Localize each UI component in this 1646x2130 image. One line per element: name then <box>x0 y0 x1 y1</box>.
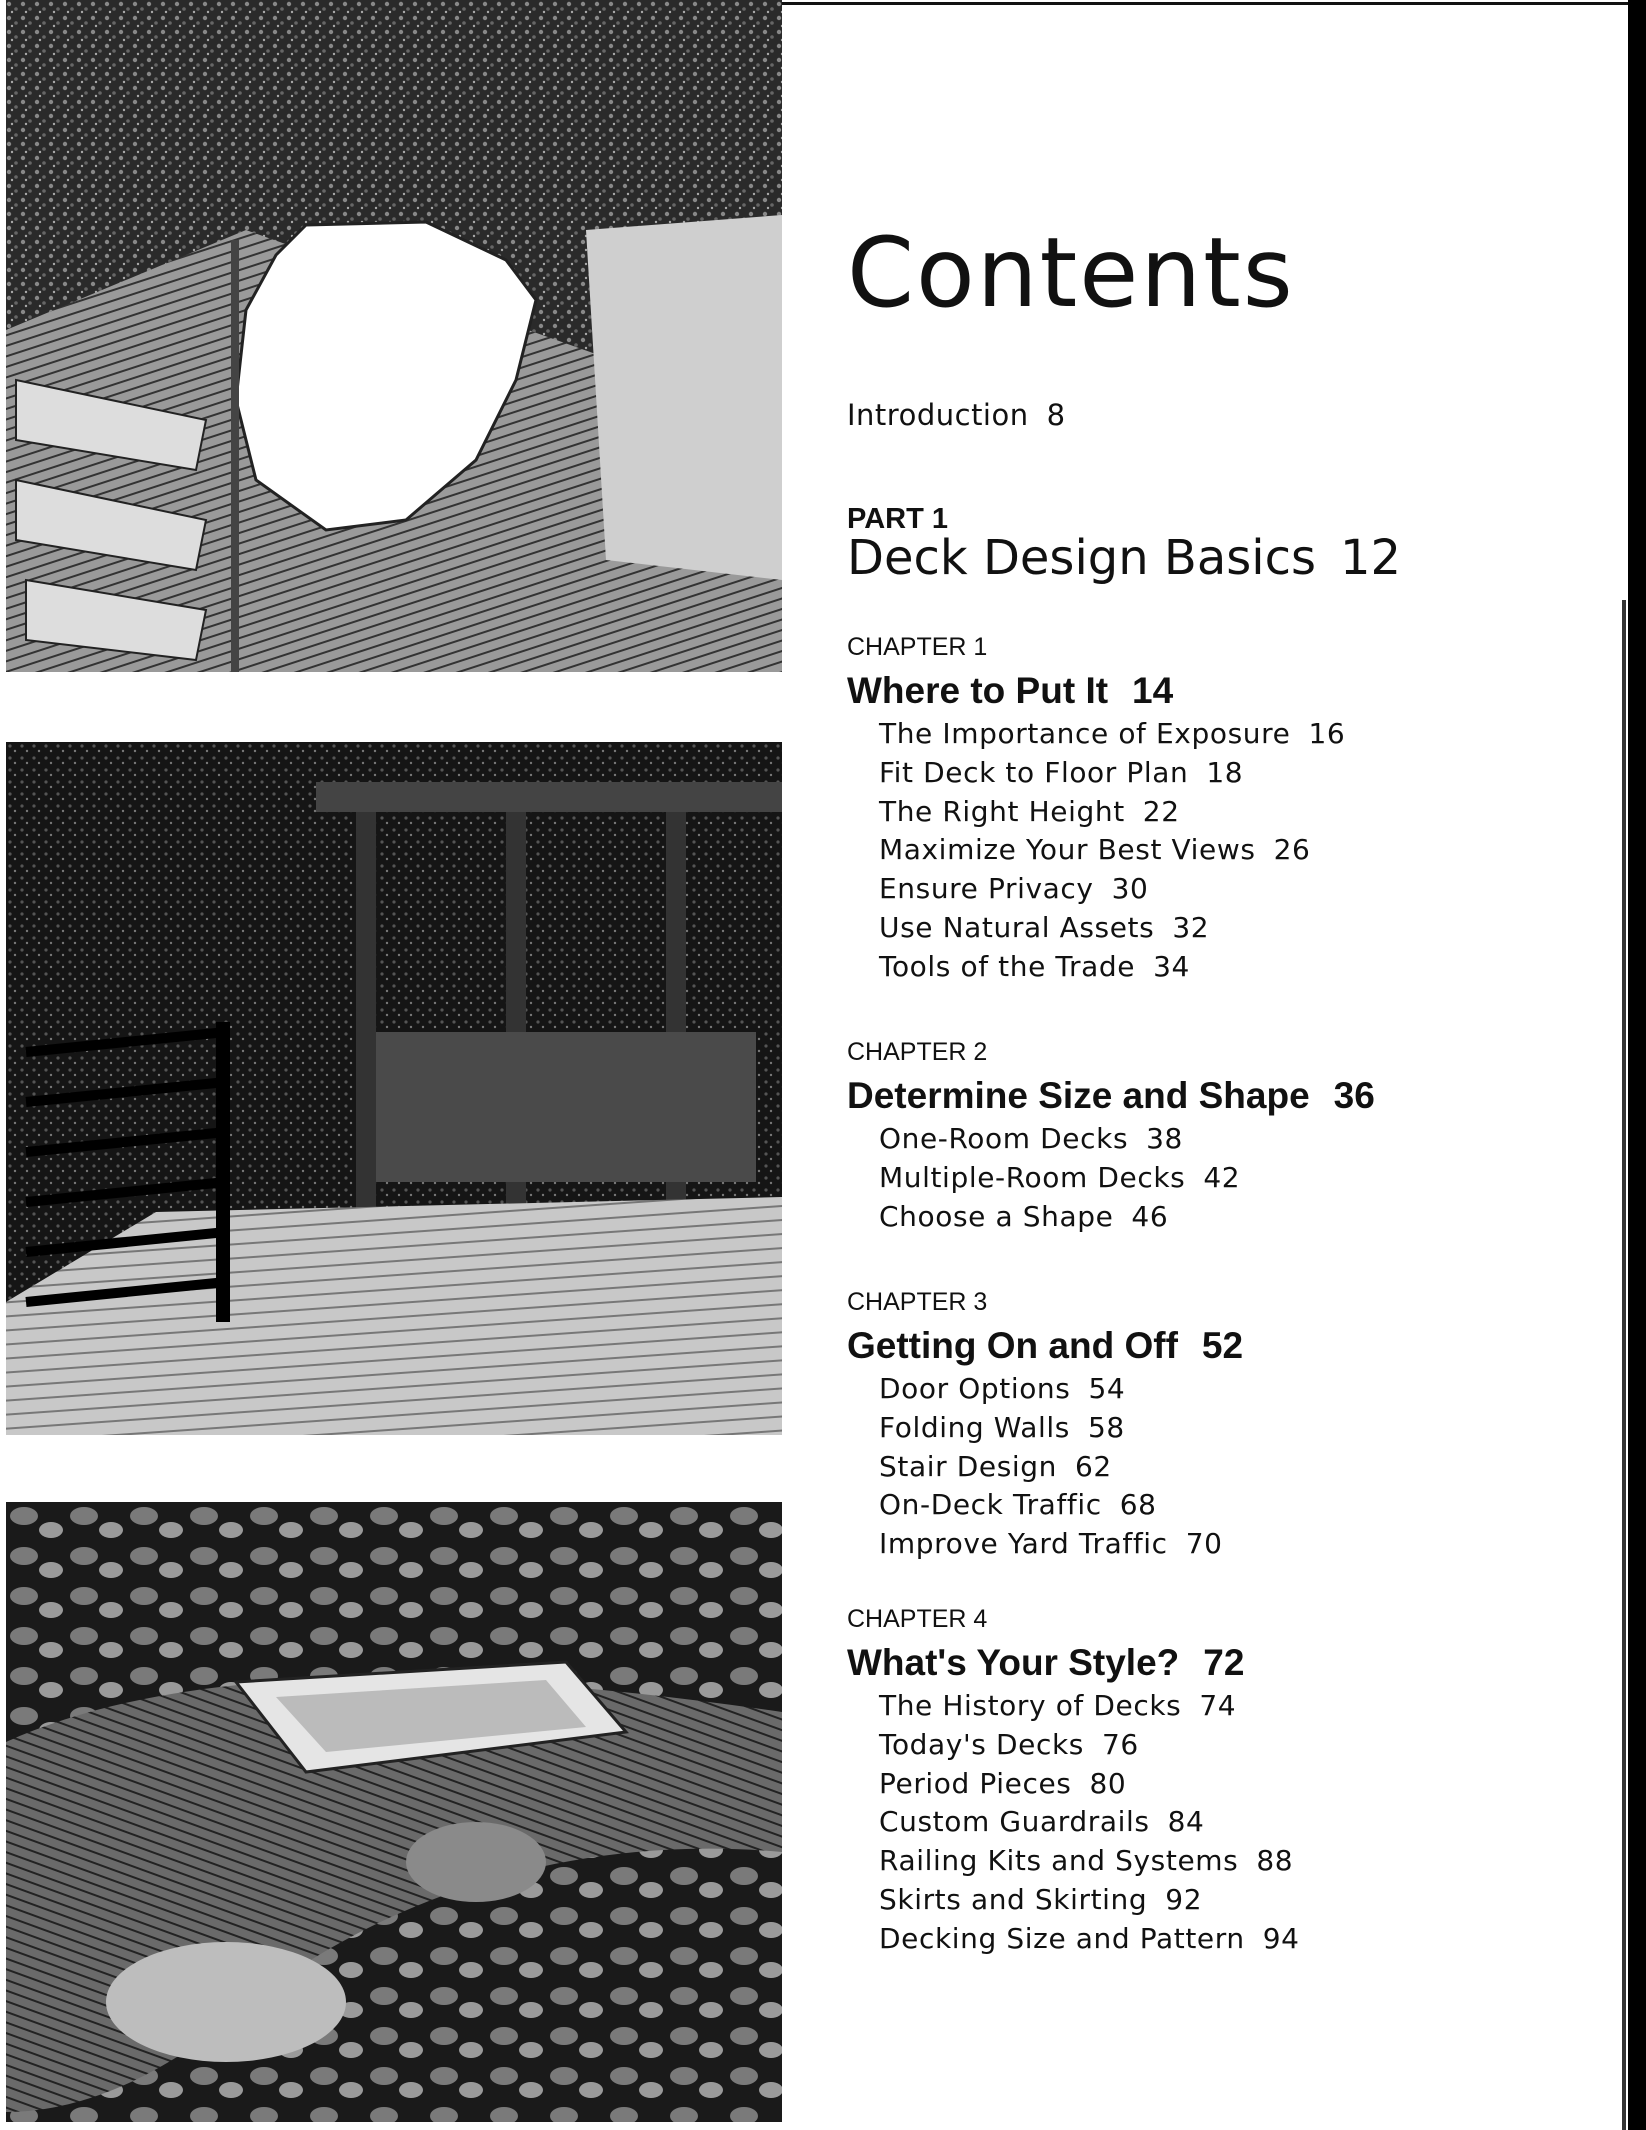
entry-page: 54 <box>1088 1372 1126 1405</box>
chapter-title-text: Where to Put It <box>847 670 1109 711</box>
chapter-title <box>847 1077 1567 1114</box>
entry-page: 8 <box>1046 398 1066 432</box>
toc-entry <box>879 1803 1567 1842</box>
entry-title: The History of Decks <box>879 1689 1182 1722</box>
chapter-title <box>847 1644 1567 1681</box>
toc-entry <box>879 1159 1567 1198</box>
entry-title: Custom Guardrails <box>879 1805 1150 1839</box>
part-title-text: Deck Design Basics <box>847 530 1317 586</box>
entry-page: 26 <box>1273 833 1311 867</box>
deck-pergola-illustration <box>6 742 782 1435</box>
entry-page: 32 <box>1172 910 1210 944</box>
toc-entry <box>879 715 1567 754</box>
entry-title: Folding Walls <box>879 1410 1070 1444</box>
entry-page: 74 <box>1199 1689 1237 1722</box>
entry-page: 18 <box>1206 755 1244 789</box>
toc-entry <box>879 1765 1567 1804</box>
chapter-entries <box>879 1370 1567 1564</box>
chapter-3 <box>847 1290 1567 1564</box>
entry-title: Today's Decks <box>879 1727 1084 1761</box>
entry-page: 46 <box>1131 1199 1169 1233</box>
toc-entry <box>879 870 1567 909</box>
chapter-title-text: What's Your Style? <box>847 1642 1180 1683</box>
entry-title: Skirts and Skirting <box>879 1882 1148 1916</box>
chapter-title-text: Determine Size and Shape <box>847 1075 1310 1116</box>
chapter-label: CHAPTER 4 <box>847 1605 988 1633</box>
chapter-page: 36 <box>1333 1075 1375 1116</box>
photo-deck-pergola <box>6 742 782 1435</box>
entry-page: 92 <box>1165 1882 1203 1916</box>
chapter-1 <box>847 635 1567 987</box>
entry-title: Improve Yard Traffic <box>879 1527 1168 1561</box>
deck-umbrella-illustration <box>6 0 782 672</box>
chapter-page: 52 <box>1201 1325 1244 1366</box>
toc-entry <box>879 1120 1567 1159</box>
toc-entry <box>879 1198 1567 1237</box>
chapter-title-text: Getting On and Off <box>847 1325 1178 1366</box>
entry-title: Use Natural Assets <box>879 910 1155 944</box>
entry-title: Door Options <box>879 1372 1071 1405</box>
chapter-label: CHAPTER 2 <box>847 1038 988 1066</box>
entry-page: 30 <box>1111 872 1149 906</box>
entry-title: On-Deck Traffic <box>879 1488 1102 1522</box>
entry-page: 88 <box>1256 1844 1294 1878</box>
toc-entry <box>879 754 1567 793</box>
entry-page: 68 <box>1119 1488 1157 1522</box>
chapter-title <box>847 672 1567 709</box>
toc-entry <box>879 1881 1567 1920</box>
top-rule <box>782 2 1632 5</box>
toc-entry <box>879 1370 1567 1409</box>
entry-title: Introduction <box>847 398 1029 432</box>
part-title <box>847 530 1401 586</box>
entry-page: 94 <box>1262 1921 1300 1955</box>
chapter-4 <box>847 1607 1567 1959</box>
toc-entry <box>879 1842 1567 1881</box>
toc-entry <box>879 909 1567 948</box>
entry-title: Ensure Privacy <box>879 872 1094 906</box>
entry-title: The Right Height <box>879 794 1125 828</box>
chapter-label: CHAPTER 1 <box>847 633 988 661</box>
toc-entry-introduction <box>847 398 1066 432</box>
toc-entry <box>879 1486 1567 1525</box>
entry-page: 34 <box>1153 949 1190 983</box>
entry-page: 42 <box>1203 1160 1241 1194</box>
toc-entry <box>879 1525 1567 1564</box>
toc-entry <box>879 831 1567 870</box>
toc-entry <box>879 948 1567 987</box>
entry-page: 22 <box>1142 794 1180 828</box>
toc-entry <box>879 1726 1567 1765</box>
entry-title: Choose a Shape <box>879 1199 1114 1233</box>
page-title: Contents <box>847 217 1295 329</box>
part-label: PART 1 <box>847 503 948 535</box>
chapter-entries <box>879 1687 1567 1959</box>
entry-title: One-Room Decks <box>879 1122 1129 1155</box>
entry-page: 38 <box>1146 1122 1183 1155</box>
entry-page: 62 <box>1074 1449 1112 1483</box>
toc-entry <box>879 1409 1567 1448</box>
entry-page: 16 <box>1308 717 1346 750</box>
deck-hot-tub-illustration <box>6 1502 782 2122</box>
entry-title: Railing Kits and Systems <box>879 1844 1239 1878</box>
entry-title: The Importance of Exposure <box>879 717 1291 750</box>
photo-deck-hot-tub <box>6 1502 782 2122</box>
photo-deck-umbrella <box>6 0 782 672</box>
chapter-label: CHAPTER 3 <box>847 1288 988 1316</box>
entry-title: Stair Design <box>879 1449 1057 1483</box>
entry-title: Decking Size and Pattern <box>879 1921 1245 1955</box>
toc-entry <box>879 1687 1567 1726</box>
entry-title: Period Pieces <box>879 1766 1072 1800</box>
entry-title: Tools of the Trade <box>879 949 1136 983</box>
toc-entry <box>879 1448 1567 1487</box>
chapter-entries <box>879 1120 1567 1236</box>
chapter-2 <box>847 1040 1567 1236</box>
entry-title: Multiple-Room Decks <box>879 1160 1186 1194</box>
entry-page: 76 <box>1101 1727 1139 1761</box>
toc-entry <box>879 793 1567 832</box>
toc-entry <box>879 1920 1567 1959</box>
chapter-title <box>847 1327 1567 1364</box>
entry-page: 84 <box>1167 1805 1205 1839</box>
entry-page: 58 <box>1088 1410 1125 1444</box>
entry-title: Maximize Your Best Views <box>879 833 1256 867</box>
chapter-page: 72 <box>1203 1642 1245 1683</box>
chapter-entries <box>879 715 1567 987</box>
chapter-page: 14 <box>1132 670 1174 711</box>
entry-title: Fit Deck to Floor Plan <box>879 755 1189 789</box>
entry-page: 80 <box>1089 1766 1127 1800</box>
part-page: 12 <box>1340 530 1402 586</box>
scan-edge-shadow <box>1606 0 1646 2130</box>
entry-page: 70 <box>1185 1527 1223 1561</box>
